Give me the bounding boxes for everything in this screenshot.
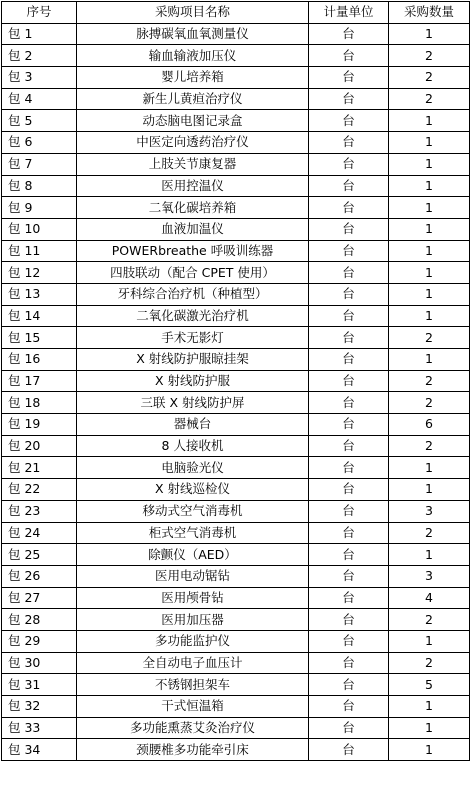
cell-name: 动态脑电图记录盒	[77, 110, 309, 132]
table-row	[2, 717, 470, 739]
cell-seq: 包 15	[2, 327, 77, 349]
table-row	[2, 630, 470, 652]
cell-name: X 射线防护服晾挂架	[77, 349, 309, 371]
cell-seq: 包 26	[2, 565, 77, 587]
cell-unit: 台	[309, 544, 389, 566]
table-row	[2, 327, 470, 349]
table-row	[2, 175, 470, 197]
cell-name: 牙科综合治疗机（种植型）	[77, 283, 309, 305]
cell-unit: 台	[309, 630, 389, 652]
cell-qty: 2	[389, 45, 470, 67]
cell-unit: 台	[309, 392, 389, 414]
cell-seq: 包 29	[2, 630, 77, 652]
cell-name: 多功能熏蒸艾灸治疗仪	[77, 717, 309, 739]
cell-qty: 1	[389, 197, 470, 219]
cell-seq: 包 21	[2, 457, 77, 479]
cell-seq: 包 8	[2, 175, 77, 197]
cell-qty: 1	[389, 544, 470, 566]
cell-name: 上肢关节康复器	[77, 153, 309, 175]
cell-seq: 包 1	[2, 23, 77, 45]
cell-seq: 包 4	[2, 88, 77, 110]
table-row	[2, 500, 470, 522]
cell-seq: 包 32	[2, 696, 77, 718]
cell-unit: 台	[309, 609, 389, 631]
table-row	[2, 218, 470, 240]
cell-qty: 6	[389, 414, 470, 436]
cell-unit: 台	[309, 565, 389, 587]
cell-unit: 台	[309, 587, 389, 609]
cell-qty: 1	[389, 110, 470, 132]
cell-seq: 包 12	[2, 262, 77, 284]
table-row	[2, 522, 470, 544]
cell-name: 中医定向透药治疗仪	[77, 132, 309, 154]
cell-qty: 4	[389, 587, 470, 609]
table-row	[2, 479, 470, 501]
table-row	[2, 739, 470, 761]
cell-name: 全自动电子血压计	[77, 652, 309, 674]
cell-qty: 1	[389, 630, 470, 652]
cell-unit: 台	[309, 522, 389, 544]
table-row	[2, 652, 470, 674]
cell-seq: 包 20	[2, 435, 77, 457]
cell-unit: 台	[309, 349, 389, 371]
cell-name: 除颤仪（AED）	[77, 544, 309, 566]
cell-qty: 2	[389, 435, 470, 457]
cell-unit: 台	[309, 240, 389, 262]
cell-qty: 1	[389, 175, 470, 197]
cell-seq: 包 18	[2, 392, 77, 414]
cell-qty: 2	[389, 609, 470, 631]
cell-qty: 1	[389, 218, 470, 240]
table-row	[2, 197, 470, 219]
cell-seq: 包 5	[2, 110, 77, 132]
cell-unit: 台	[309, 45, 389, 67]
cell-qty: 3	[389, 565, 470, 587]
cell-name: 脉搏碳氧血氧测量仪	[77, 23, 309, 45]
cell-qty: 1	[389, 696, 470, 718]
cell-seq: 包 17	[2, 370, 77, 392]
cell-name: 手术无影灯	[77, 327, 309, 349]
cell-qty: 1	[389, 457, 470, 479]
cell-unit: 台	[309, 717, 389, 739]
cell-seq: 包 30	[2, 652, 77, 674]
table-row	[2, 240, 470, 262]
cell-seq: 包 9	[2, 197, 77, 219]
table-row	[2, 674, 470, 696]
cell-name: 医用控温仪	[77, 175, 309, 197]
cell-qty: 2	[389, 652, 470, 674]
cell-seq: 包 14	[2, 305, 77, 327]
cell-qty: 1	[389, 717, 470, 739]
cell-seq: 包 19	[2, 414, 77, 436]
cell-qty: 2	[389, 392, 470, 414]
table-row	[2, 392, 470, 414]
cell-qty: 1	[389, 23, 470, 45]
cell-unit: 台	[309, 305, 389, 327]
cell-name: 医用电动锯钻	[77, 565, 309, 587]
table-row	[2, 414, 470, 436]
cell-unit: 台	[309, 283, 389, 305]
cell-name: 电脑验光仪	[77, 457, 309, 479]
cell-name: 医用颅骨钻	[77, 587, 309, 609]
cell-unit: 台	[309, 457, 389, 479]
table-body	[2, 23, 470, 760]
header-row	[2, 2, 470, 24]
cell-seq: 包 11	[2, 240, 77, 262]
header-seq: 序号	[2, 2, 77, 24]
cell-name: 二氧化碳激光治疗机	[77, 305, 309, 327]
cell-qty: 1	[389, 305, 470, 327]
cell-unit: 台	[309, 218, 389, 240]
cell-name: 医用加压器	[77, 609, 309, 631]
cell-unit: 台	[309, 175, 389, 197]
table-row	[2, 457, 470, 479]
cell-name: 输血输液加压仪	[77, 45, 309, 67]
table-row	[2, 305, 470, 327]
table-row	[2, 587, 470, 609]
table-row	[2, 132, 470, 154]
cell-name: 血液加温仪	[77, 218, 309, 240]
table-row	[2, 283, 470, 305]
header-name: 采购项目名称	[77, 2, 309, 24]
cell-qty: 1	[389, 739, 470, 761]
cell-unit: 台	[309, 696, 389, 718]
cell-unit: 台	[309, 197, 389, 219]
cell-unit: 台	[309, 262, 389, 284]
cell-seq: 包 31	[2, 674, 77, 696]
cell-seq: 包 16	[2, 349, 77, 371]
table-row	[2, 23, 470, 45]
cell-seq: 包 27	[2, 587, 77, 609]
cell-name: POWERbreathe 呼吸训练器	[77, 240, 309, 262]
cell-qty: 1	[389, 283, 470, 305]
cell-unit: 台	[309, 327, 389, 349]
cell-name: 四肢联动（配合 CPET 使用）	[77, 262, 309, 284]
table-row	[2, 435, 470, 457]
cell-unit: 台	[309, 479, 389, 501]
cell-qty: 5	[389, 674, 470, 696]
cell-name: 三联 X 射线防护屏	[77, 392, 309, 414]
cell-name: 颈腰椎多功能牵引床	[77, 739, 309, 761]
cell-seq: 包 24	[2, 522, 77, 544]
cell-seq: 包 23	[2, 500, 77, 522]
cell-name: 柜式空气消毒机	[77, 522, 309, 544]
cell-seq: 包 2	[2, 45, 77, 67]
cell-unit: 台	[309, 132, 389, 154]
cell-seq: 包 22	[2, 479, 77, 501]
cell-qty: 2	[389, 67, 470, 89]
cell-unit: 台	[309, 370, 389, 392]
table-row	[2, 67, 470, 89]
table-row	[2, 544, 470, 566]
table-row	[2, 696, 470, 718]
cell-seq: 包 33	[2, 717, 77, 739]
cell-seq: 包 7	[2, 153, 77, 175]
cell-qty: 2	[389, 327, 470, 349]
cell-unit: 台	[309, 652, 389, 674]
cell-name: 器械台	[77, 414, 309, 436]
table-row	[2, 565, 470, 587]
cell-unit: 台	[309, 110, 389, 132]
header-unit: 计量单位	[309, 2, 389, 24]
cell-seq: 包 3	[2, 67, 77, 89]
cell-name: 多功能监护仪	[77, 630, 309, 652]
cell-name: X 射线防护服	[77, 370, 309, 392]
cell-qty: 2	[389, 522, 470, 544]
procurement-table	[1, 1, 470, 761]
cell-name: 干式恒温箱	[77, 696, 309, 718]
cell-unit: 台	[309, 674, 389, 696]
cell-name: 二氧化碳培养箱	[77, 197, 309, 219]
cell-seq: 包 10	[2, 218, 77, 240]
cell-qty: 1	[389, 153, 470, 175]
cell-unit: 台	[309, 435, 389, 457]
table-row	[2, 370, 470, 392]
cell-unit: 台	[309, 500, 389, 522]
cell-qty: 1	[389, 479, 470, 501]
cell-name: 新生儿黄疸治疗仪	[77, 88, 309, 110]
cell-name: X 射线巡检仪	[77, 479, 309, 501]
table-row	[2, 609, 470, 631]
cell-name: 婴儿培养箱	[77, 67, 309, 89]
cell-unit: 台	[309, 67, 389, 89]
cell-unit: 台	[309, 414, 389, 436]
cell-qty: 2	[389, 370, 470, 392]
cell-name: 不锈钢担架车	[77, 674, 309, 696]
cell-unit: 台	[309, 153, 389, 175]
cell-qty: 3	[389, 500, 470, 522]
table-row	[2, 349, 470, 371]
header-qty: 采购数量	[389, 2, 470, 24]
cell-qty: 1	[389, 240, 470, 262]
table-row	[2, 45, 470, 67]
cell-qty: 2	[389, 88, 470, 110]
cell-name: 8 人接收机	[77, 435, 309, 457]
table-row	[2, 262, 470, 284]
cell-seq: 包 13	[2, 283, 77, 305]
cell-seq: 包 25	[2, 544, 77, 566]
cell-name: 移动式空气消毒机	[77, 500, 309, 522]
cell-seq: 包 6	[2, 132, 77, 154]
cell-qty: 1	[389, 262, 470, 284]
cell-seq: 包 34	[2, 739, 77, 761]
cell-qty: 1	[389, 132, 470, 154]
table-row	[2, 153, 470, 175]
table-row	[2, 110, 470, 132]
table-row	[2, 88, 470, 110]
cell-qty: 1	[389, 349, 470, 371]
cell-unit: 台	[309, 739, 389, 761]
cell-seq: 包 28	[2, 609, 77, 631]
cell-unit: 台	[309, 23, 389, 45]
cell-unit: 台	[309, 88, 389, 110]
